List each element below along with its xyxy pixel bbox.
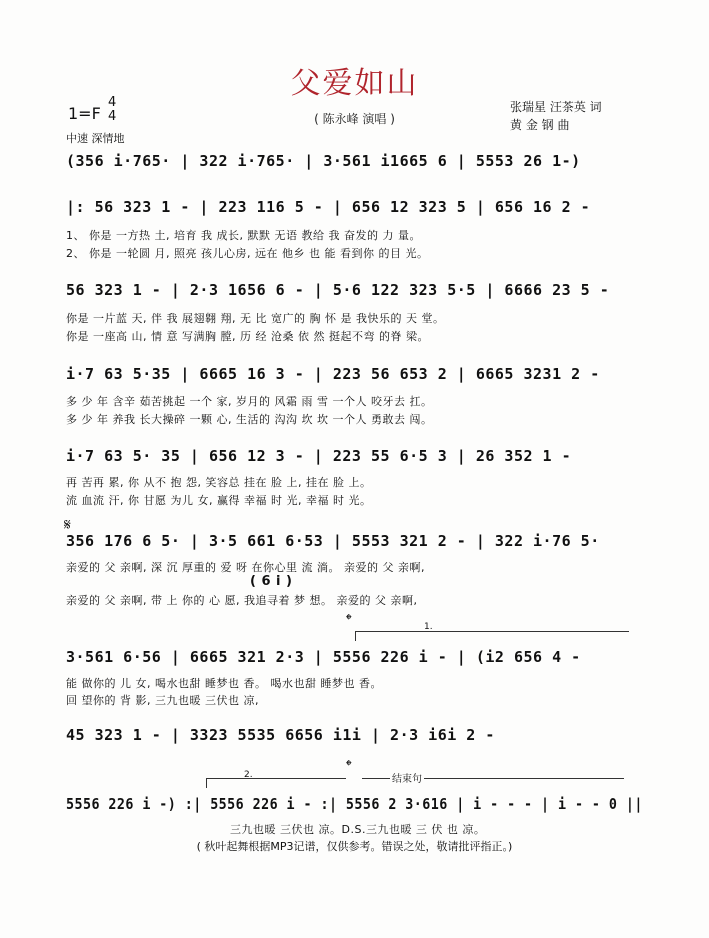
lyric-line: 回 望你的 背 影, 三九也暖 三伏也 凉, <box>66 694 259 707</box>
lyric-line: 你是 一座高 山, 情 意 写满胸 膛, 历 经 沧桑 依 然 挺起不弯 的脊 梁。 <box>66 330 429 343</box>
notation-line-verse-3: i·7 63 5·35 | 6665 16 3 - | 223 56 653 2 | 6665 3231 2 - <box>66 365 600 383</box>
notation-line-verse-4: i·7 63 5· 35 | 656 12 3 - | 223 55 6·5 3 | 26 352 1 - <box>66 447 572 465</box>
volta-2-label: 2. <box>244 770 253 780</box>
volta-bracket-2-left <box>206 778 207 788</box>
notation-line-intro: (356 i·765· | 322 i·765· | 3·561 i1665 6 | 5553 26 1-) <box>66 152 581 170</box>
ending-label: 结束句 <box>390 770 424 785</box>
lyric-line: 再 苦再 累, 你 从不 抱 怨, 笑容总 挂在 脸 上, 挂在 脸 上。 <box>66 476 372 489</box>
time-signature-bottom: 4 <box>108 109 117 124</box>
song-title: 父爱如山 <box>290 66 419 101</box>
lyric-line: 亲爱的 父 亲啊, 带 上 你的 心 愿, 我追寻着 梦 想。 亲爱的 父 亲啊, <box>66 594 418 607</box>
transcriber-note: ( 秋叶起舞根据MP3记谱，仅供参考。错误之处，敬请批评指正。) <box>196 840 513 853</box>
volta-bracket-1-left <box>355 631 356 641</box>
time-signature <box>108 96 116 124</box>
lyric-line: 三九也暖 三伏也 凉。D.S.三九也暖 三 伏 也 凉。 <box>230 823 486 836</box>
key-signature: 1=F <box>68 104 101 123</box>
time-signature-top: 4 <box>108 95 117 110</box>
lyric-line: 能 做你的 儿 女, 喝水也甜 睡梦也 香。 喝水也甜 睡梦也 香。 <box>66 677 382 690</box>
lyric-line: 亲爱的 父 亲啊, 深 沉 厚重的 爱 呀 在你心里 流 淌。 亲爱的 父 亲啊, <box>66 561 425 574</box>
notation-line-chorus-2: 3·561 6·56 | 6665 321 2·3 | 5556 226 i - | (i2 656 4 - <box>66 648 581 666</box>
notation-line-chorus-1: 356 176 6 5· | 3·5 661 6·53 | 5553 321 2 - | 322 i·76 5· <box>66 532 600 550</box>
lyric-line: 1、 你是 一方热 土, 培育 我 成长, 默默 无语 教给 我 奋发的 力 量。 <box>66 229 421 242</box>
notation-line-ending: 5556 226 i -) :| 5556 226 i - :| 5556 2 3·616 | i - - - | i - - 0 || <box>66 795 643 813</box>
alternate-notes: ( 6 i ) <box>250 574 293 589</box>
lyric-line: 你是 一片蓝 天, 伴 我 展翅翱 翔, 无 比 宽广的 胸 怀 是 我快乐的 天 堂。 <box>66 312 445 325</box>
volta-1-label: 1. <box>424 622 433 632</box>
lyricist-credit: 张瑞星 汪茶英 词 <box>510 100 602 114</box>
notation-line-interlude: 45 323 1 - | 3323 5535 6656 i1i | 2·3 i6i 2 - <box>66 726 495 744</box>
lyric-line: 多 少 年 含辛 茹苦挑起 一个 家, 岁月的 风霜 雨 雪 一个人 咬牙去 扛。 <box>66 395 433 408</box>
lyric-line: 多 少 年 养我 长大操碎 一颗 心, 生活的 沟沟 坎 坎 一个人 勇敢去 闯。 <box>66 413 433 426</box>
coda-symbol: 𝄌 <box>346 610 352 629</box>
coda-symbol-ending: 𝄌 <box>346 756 352 775</box>
tempo-marking: 中速 深情地 <box>66 132 125 145</box>
lyric-line: 流 血流 汗, 你 甘愿 为儿 女, 赢得 幸福 时 光, 幸福 时 光。 <box>66 494 372 507</box>
composer-credit: 黄 金 钢 曲 <box>510 118 570 132</box>
volta-bracket-2 <box>206 778 346 779</box>
notation-line-verse-1: |: 56 323 1 - | 223 116 5 - | 656 12 323 5 | 656 16 2 - <box>66 198 591 216</box>
notation-line-verse-2: 56 323 1 - | 2·3 1656 6 - | 5·6 122 323 5·5 | 6666 23 5 - <box>66 281 610 299</box>
segno-symbol: 𝄋 <box>64 515 71 534</box>
lyric-line: 2、 你是 一轮圆 月, 照亮 孩儿心房, 远在 他乡 也 能 看到你 的目 光。 <box>66 247 429 260</box>
singer-credit: ( 陈永峰 演唱 ) <box>314 112 395 126</box>
volta-bracket-1 <box>355 631 629 632</box>
